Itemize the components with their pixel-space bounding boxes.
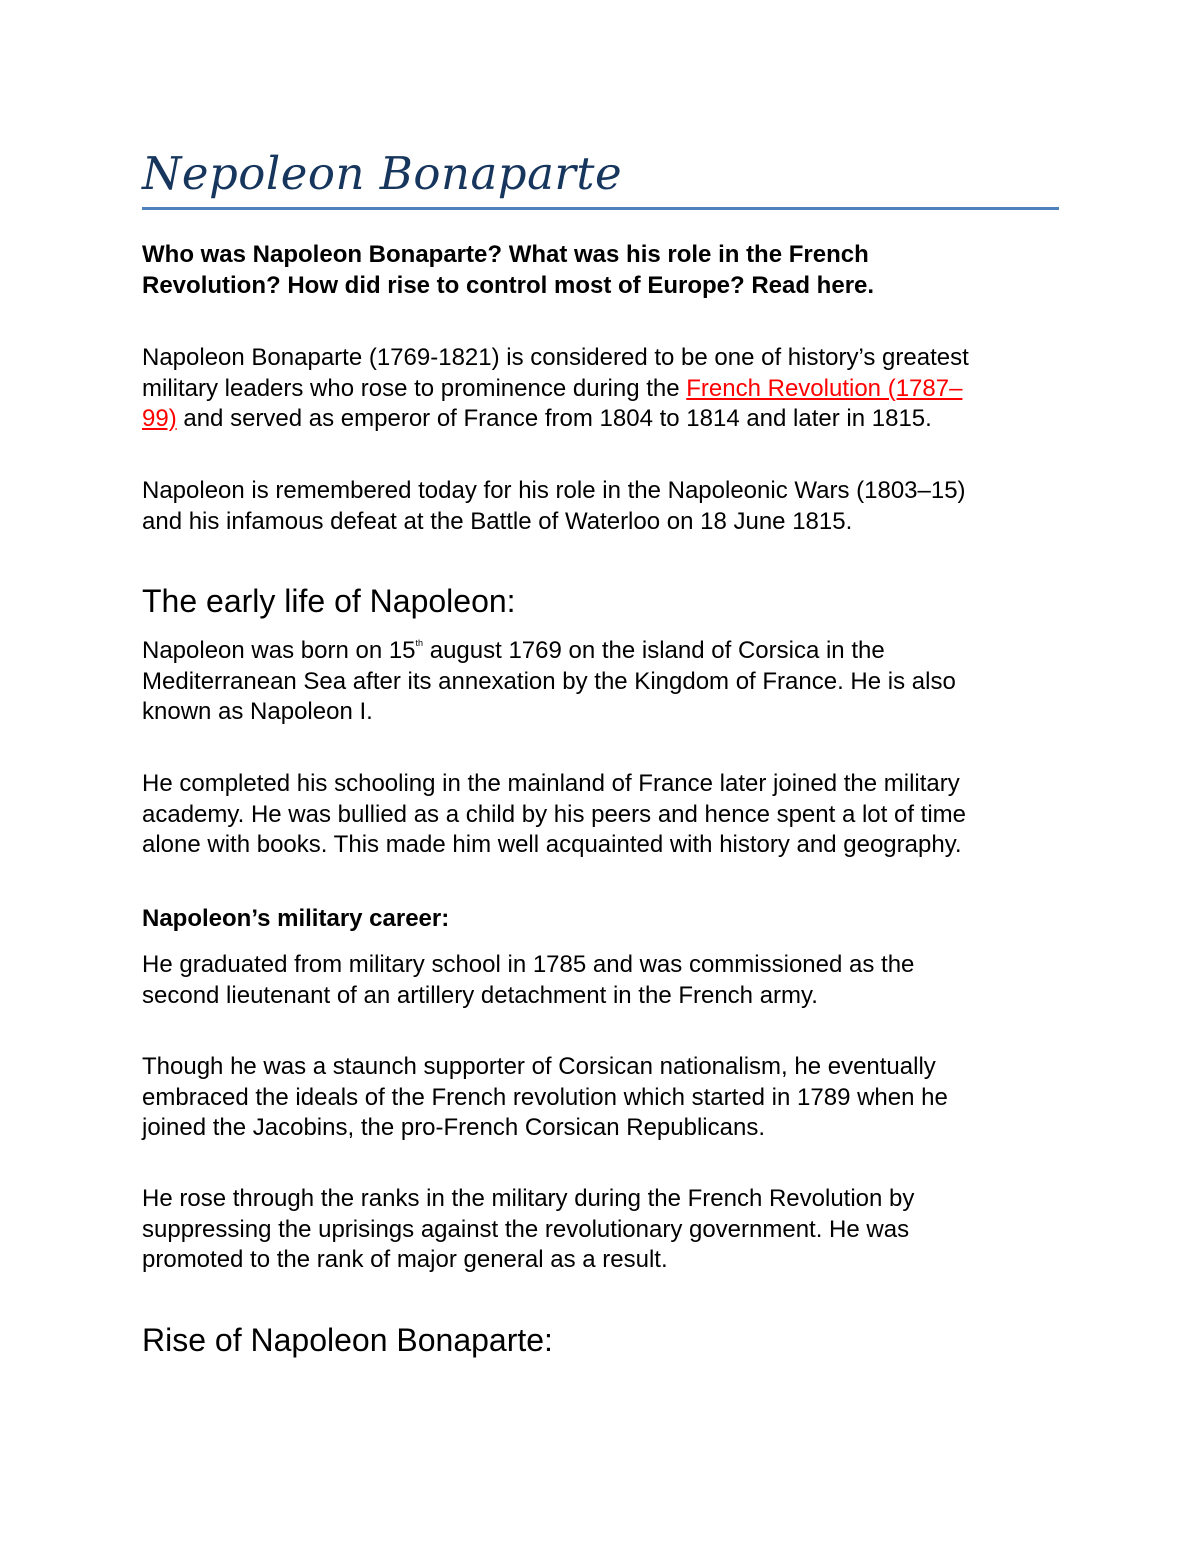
title-underline-rule — [142, 207, 1059, 210]
paragraph-jacobins — [142, 1052, 1072, 1144]
paragraph-line: suppressing the uprisings against the revolutionary government. He was — [142, 1215, 910, 1243]
intro-paragraph — [142, 240, 1072, 301]
paragraph-line: second lieutenant of an artillery detachment in the French army. — [142, 981, 818, 1009]
intro-line: Who was Napoleon Bonaparte? What was his role in the French — [142, 241, 869, 268]
heading-rise: Rise of Napoleon Bonaparte: — [142, 1322, 553, 1358]
paragraph-text: august 1769 on the island of Corsica in the — [423, 637, 885, 664]
paragraph-line: He graduated from military school in 1785 and was commissioned as the — [142, 951, 915, 978]
paragraph-ranks — [142, 1184, 1072, 1276]
paragraph-schooling — [142, 769, 1072, 861]
french-revolution-link[interactable]: French Revolution (1787– — [686, 374, 963, 402]
french-revolution-link-continued[interactable]: 99) — [142, 405, 177, 432]
paragraph-line: alone with books. This made him well acquainted with history and geography. — [142, 831, 962, 858]
paragraph-line — [142, 404, 1072, 435]
paragraph-overview — [142, 343, 1072, 435]
paragraph-remembered — [142, 476, 1072, 537]
paragraph-line: embraced the ideals of the French revolution which started in 1789 when he — [142, 1083, 948, 1111]
paragraph-text: and served as emperor of France from 1804 to 1814 and later in 1815. — [176, 405, 932, 432]
paragraph-line: Napoleon Bonaparte (1769-1821) is considered to be one of history’s greatest — [142, 344, 969, 371]
heading-early-life: The early life of Napoleon: — [142, 583, 516, 619]
paragraph-line: academy. He was bullied as a child by his peers and hence spent a lot of time — [142, 800, 967, 828]
paragraph-text: military leaders who rose to prominence during the — [142, 374, 687, 402]
paragraph-line — [142, 374, 1072, 405]
paragraph-text: Napoleon was born on 15 — [142, 637, 416, 664]
ordinal-superscript: th — [415, 638, 424, 648]
paragraph-line: Though he was a staunch supporter of Corsican nationalism, he eventually — [142, 1053, 936, 1080]
paragraph-birth — [142, 636, 1072, 728]
paragraph-line: promoted to the rank of major general as a result. — [142, 1246, 668, 1273]
paragraph-line: known as Napoleon I. — [142, 698, 373, 725]
paragraph-line: Mediterranean Sea after its annexation by the Kingdom of France. He is also — [142, 667, 956, 695]
document-title: Nepoleon Bonaparte — [142, 147, 623, 200]
paragraph-line — [142, 636, 1072, 667]
paragraph-line: He completed his schooling in the mainland of France later joined the military — [142, 770, 960, 797]
paragraph-line: and his infamous defeat at the Battle of Waterloo on 18 June 1815. — [142, 507, 853, 535]
paragraph-graduation — [142, 950, 1072, 1011]
intro-line: Revolution? How did rise to control most of Europe? Read here. — [142, 271, 875, 299]
paragraph-line: Napoleon is remembered today for his role in the Napoleonic Wars (1803–15) — [142, 477, 966, 504]
paragraph-line: joined the Jacobins, the pro-French Corsican Republicans. — [142, 1114, 766, 1141]
heading-military-career: Napoleon’s military career: — [142, 905, 450, 932]
paragraph-line: He rose through the ranks in the military during the French Revolution by — [142, 1185, 915, 1212]
